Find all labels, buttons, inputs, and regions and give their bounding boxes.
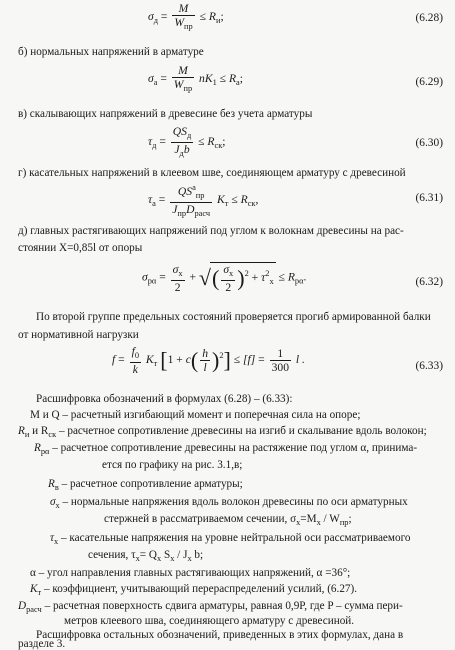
formula-6-28: $\sigma_д$ = $\frac{M}{W_{пр}}$ ≤ $R_и$; <box>148 2 224 31</box>
formula-6-33: f = $\frac{f_0}{k}$ $K_т$ [1 + c( $\frac{h}{l}$ )$^2$] ≤ [f] = $\frac{1}{300}$ l . <box>112 345 305 376</box>
def-sigma-x: $\sigma_x$ – нормальные напряжения вдоль волокон древесины по оси арматурных <box>50 496 408 510</box>
item-b-text: б) нормальных напряжений в арматуре <box>18 46 204 58</box>
equation-number: (6.32) <box>415 276 443 288</box>
def-alpha: α – угол направления главных растягивающих напряжений, α =36°; <box>30 567 351 579</box>
equation-number: (6.28) <box>415 12 443 24</box>
def-r-i: $R_и$ и $R_{ск}$ – расчетное сопротивление древесины на изгиб и скалывание вдоль волокон; <box>18 425 427 439</box>
item-d-text: д) главных растягивающих напряжений под углом к волокнам древесины на рас- <box>18 225 404 237</box>
def-r-alpha: $R_{р\alpha}$ – расчетное сопротивление древесины на растяжение под углом α, принима- <box>34 442 418 456</box>
formula-6-31: $\tau_а$ = $\frac{QS^а_{пр}}{J_{пр}D_{расч}}$ $K_т \le R_{ск}$, <box>148 183 259 218</box>
final-paragraph-cont: разделе 3. <box>18 638 66 650</box>
equation-number: (6.30) <box>415 137 443 149</box>
def-d-rasch-cont: метров клеевого шва, соединяющего арматуру с древесиной. <box>64 615 355 627</box>
item-g-text: г) касательных напряжений в клеевом шве, соединяющем арматуру с древесиной <box>18 167 406 179</box>
def-k-t: $K_т$ – коэффициент, учитывающий перераспределений усилий, (6.27). <box>30 583 358 597</box>
equation-number: (6.31) <box>415 192 443 204</box>
def-r-alpha-cont: ется по графику на рис. 3.1,в; <box>102 459 243 471</box>
decode-title: Расшифровка обозначений в формулах (6.28) – (6.33): <box>36 393 293 405</box>
equation-number: (6.33) <box>415 360 443 372</box>
formula-6-30: $\tau_д$ = $\frac{QS_д}{J_дb}$ ≤ $R_{ск}$; <box>148 125 226 158</box>
def-r-v: $R_в$ – расчетное сопротивление арматуры; <box>48 478 243 492</box>
def-d-rasch: $D_{расч}$ – расчетная поверхность сдвига арматуры, равная 0,9P, где P – сумма пери- <box>18 600 403 614</box>
item-v-text: в) скалывающих напряжений в древесине без учета арматуры <box>18 108 313 120</box>
final-paragraph: Расшифровка остальных обозначений, приведенных в этих формулах, дана в <box>36 629 404 641</box>
paragraph-text: По второй группе предельных состояний проверяется прогиб армированной балки <box>36 311 431 323</box>
def-sigma-x-cont: стержней в рассматриваемом сечении, $\sigma_x=M_x / W_{пр}$; <box>104 513 352 527</box>
paragraph-text-cont: от нормативной нагрузки <box>18 329 139 341</box>
def-tau-x-cont: сечения, $\tau_x= Q_x$ $S_x / J_x$ b; <box>88 549 204 563</box>
item-d-text-cont: стоянии X=0,85l от опоры <box>18 242 143 254</box>
equation-number: (6.29) <box>415 76 443 88</box>
def-m-q: M и Q – расчетный изгибающий момент и поперечная сила на опоре; <box>30 409 361 421</box>
def-tau-x: $\tau_x$ – касательные напряжения на уровне нейтральной оси рассматриваемого <box>50 532 411 546</box>
sqrt-radicand: ( $\frac{\sigma_x}{2}$ )$^2 + \tau^2_x$ <box>212 263 274 294</box>
sqrt-sign: √ <box>198 265 211 290</box>
formula-6-29: $\sigma_а$ = $\frac{M}{W_{пр}}$ $nK_1 \le R_а$; <box>148 64 243 93</box>
formula-6-32: $\sigma_{р\alpha}$ = $\frac{\sigma_x}{2}$ + √( $\frac{\sigma_x}{2}$ )$^2 + \tau^2_x \le R_{р\alpha}$. <box>142 262 307 294</box>
